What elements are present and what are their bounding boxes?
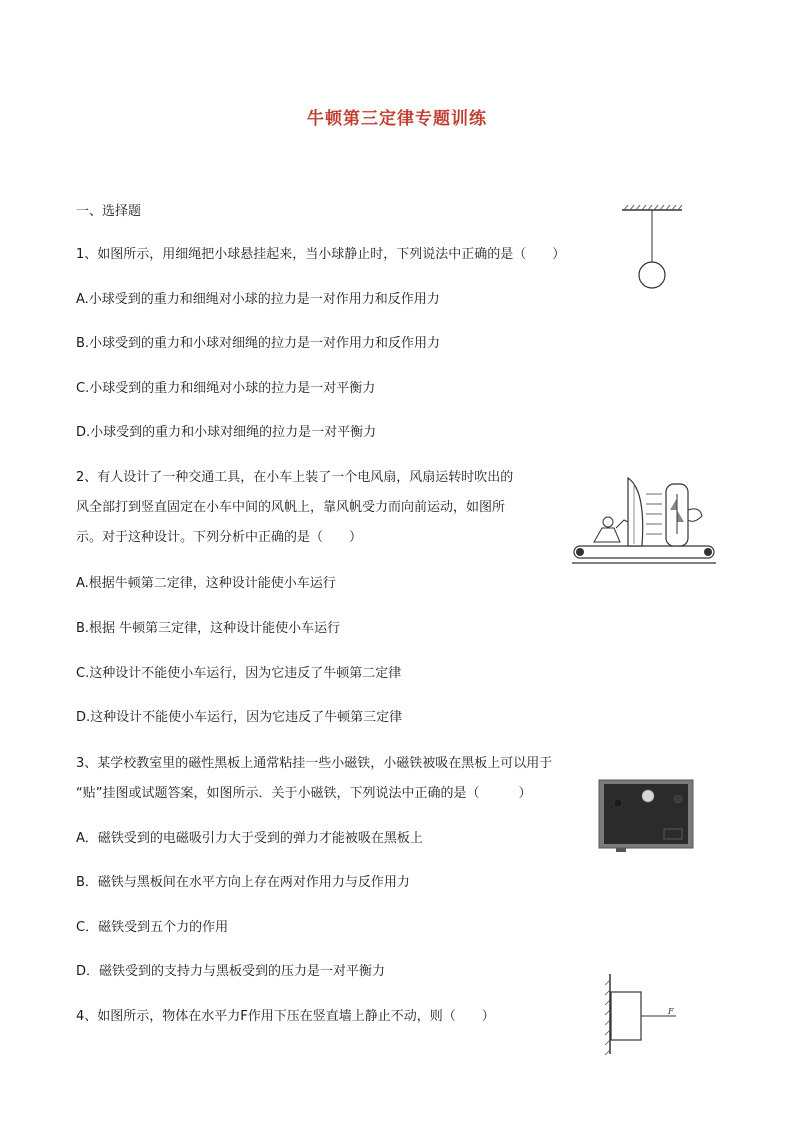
question-2-option-c: C.这种设计不能使小车运行，因为它违反了牛顿第二定律 bbox=[76, 666, 402, 681]
question-3-option-c: C．磁铁受到五个力的作用 bbox=[76, 920, 229, 935]
question-3-option-a: A．磁铁受到的电磁吸引力大于受到的弹力才能被吸在黑板上 bbox=[76, 831, 423, 846]
force-f-label: F bbox=[668, 1007, 674, 1016]
question-2-option-a: A.根据牛顿第二定律，这种设计能使小车运行 bbox=[76, 576, 336, 591]
question-2-option-b: B.根据 牛顿第三定律，这种设计能使小车运行 bbox=[76, 621, 341, 636]
question-3-option-d: D．磁铁受到的支持力与黑板受到的压力是一对平衡力 bbox=[76, 964, 386, 979]
question-1-option-b: B.小球受到的重力和小球对细绳的拉力是一对作用力和反作用力 bbox=[76, 336, 441, 351]
question-1-stem: 1、如图所示，用细绳把小球悬挂起来，当小球静止时，下列说法中正确的是（ ） bbox=[76, 247, 566, 262]
figure-block-on-wall bbox=[600, 972, 684, 1058]
question-3-stem-line-2: “贴”挂图或试题答案，如图所示．关于小磁铁，下列说法中正确的是（ ） bbox=[76, 786, 532, 801]
question-1-option-d: D.小球受到的重力和小球对细绳的拉力是一对平衡力 bbox=[76, 425, 377, 440]
figure-fan-cart bbox=[566, 470, 722, 566]
question-2-stem-line-1: 2、有人设计了一种交通工具，在小车上装了一个电风扇，风扇运转时吹出的 bbox=[76, 470, 514, 485]
figure-magnetic-blackboard bbox=[598, 779, 694, 853]
document-title: 牛顿第三定律专题训练 bbox=[307, 109, 487, 129]
question-2-option-d: D.这种设计不能使小车运行，因为它违反了牛顿第三定律 bbox=[76, 710, 403, 725]
question-1-option-c: C.小球受到的重力和细绳对小球的拉力是一对平衡力 bbox=[76, 381, 376, 396]
question-3-stem-line-1: 3、某学校教室里的磁性黑板上通常粘挂一些小磁铁，小磁铁被吸在黑板上可以用于 bbox=[76, 756, 553, 771]
question-2-stem-line-2: 风全部打到竖直固定在小车中间的风帆上，靠风帆受力而向前运动，如图所 bbox=[76, 500, 506, 515]
question-4-stem: 4、如图所示，物体在水平力F作用下压在竖直墙上静止不动，则（ ） bbox=[76, 1009, 495, 1024]
question-2-stem-line-3: 示。对于这种设计。下列分析中正确的是（ ） bbox=[76, 530, 363, 545]
figure-hanging-ball bbox=[616, 200, 688, 294]
question-3-option-b: B．磁铁与黑板间在水平方向上存在两对作用力与反作用力 bbox=[76, 875, 410, 890]
section-heading: 一、选择题 bbox=[76, 204, 142, 219]
question-1-option-a: A.小球受到的重力和细绳对小球的拉力是一对作用力和反作用力 bbox=[76, 292, 440, 307]
